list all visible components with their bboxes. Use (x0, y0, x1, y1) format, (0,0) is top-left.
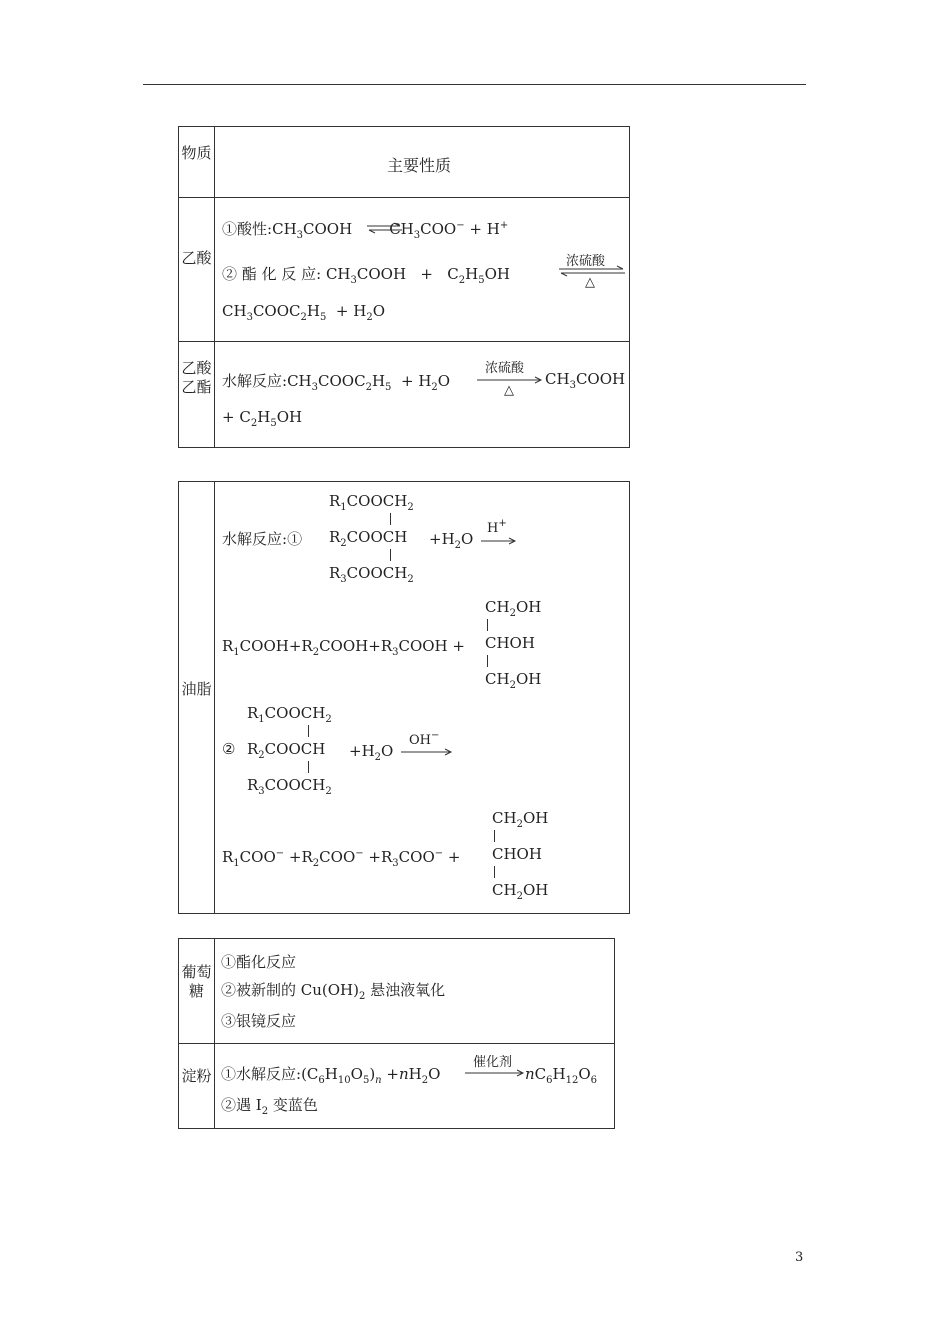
fat-hydrolysis-prefix: 水解反应:① (222, 530, 303, 548)
glycerol-row2: CHOH (485, 634, 535, 652)
glycerol-row3: $CH_2OH$ (492, 881, 549, 902)
page-number: 3 (795, 1250, 804, 1265)
glucose-product: $nC_6H_{12}O_6$ (525, 1065, 598, 1086)
bond-line (308, 761, 309, 773)
column-divider (214, 127, 215, 447)
glycerol-row3: $CH_2OH$ (485, 670, 542, 691)
glyceride-row3: $R_3COOCH_2$ (329, 564, 414, 585)
table-carbohydrates (178, 938, 615, 1129)
bond-line (487, 619, 488, 631)
label-starch: 淀粉 (181, 1067, 212, 1085)
starch-hydrolysis-equation: ①水解反应$:(C_6H_{10}O_5)_n +nH_2O$ (221, 1065, 441, 1086)
glycerol-row1: $CH_2OH$ (492, 809, 549, 830)
esterification-condition-bottom: △ (585, 275, 595, 290)
reaction-arrow (481, 538, 517, 546)
saponification-circle: ② (222, 740, 236, 758)
glyceride-row2: $R_2COOCH$ (329, 528, 408, 549)
glucose-property-1: ①酯化反应 (221, 953, 297, 971)
glycerol-row1: $CH_2OH$ (485, 598, 542, 619)
header-properties: 主要性质 (387, 156, 452, 175)
glyceride-row3: $R_3COOCH_2$ (247, 776, 332, 797)
row-divider (179, 341, 629, 342)
acidity-equation: ①酸性$:CH_3COOH$ $CH_3COO^- + H^+$ (222, 220, 509, 241)
reaction-arrow (401, 749, 453, 757)
row-divider (179, 197, 629, 198)
glyceride-row1: $R_1COOCH_2$ (247, 704, 332, 725)
bond-line (494, 866, 495, 878)
water-term: $+H_2O$ (429, 530, 474, 551)
water-term: $+H_2O$ (349, 742, 394, 763)
header-substance: 物质 (181, 144, 212, 162)
glyceride-row2: $R_2COOCH$ (247, 740, 326, 761)
hydrolysis-condition-bottom: △ (504, 383, 514, 398)
glucose-property-2: ②被新制的 $Cu(OH)_2$ 悬浊液氧化 (221, 981, 446, 1002)
base-catalyst-label: OH− (409, 730, 440, 748)
fatty-acid-products: $R_1COOH+R_2COOH+R_3COOH$ + (222, 637, 465, 658)
starch-property-2: ②遇 $I_2$ 变蓝色 (221, 1096, 318, 1117)
column-divider (214, 482, 215, 913)
bond-line (390, 513, 391, 525)
glycerol-row2: CHOH (492, 845, 542, 863)
column-divider (214, 939, 215, 1128)
table-fats (178, 481, 630, 914)
bond-line (308, 725, 309, 737)
hydrolysis-product-ethanol: + $C_2H_5OH$ (222, 408, 303, 429)
bond-line (487, 655, 488, 667)
label-glucose: 葡萄糖 (181, 963, 212, 1000)
glyceride-row1: $R_1COOCH_2$ (329, 492, 414, 513)
row-divider (179, 1043, 614, 1044)
starch-catalyst-label: 催化剂 (473, 1055, 513, 1070)
esterification-equation: ② 酯 化 反 应: $CH_3COOH$ + $C_2H_5OH$ (222, 265, 510, 286)
hydrolysis-condition-top: 浓硫酸 (485, 361, 525, 376)
ethyl-acetate-hydrolysis-equation: 水解反应$:CH_3COOC_2H_5 + H_2O$ (222, 372, 451, 393)
hydrolysis-product-acid: $CH_3COOH$ (545, 370, 626, 391)
header-rule (143, 84, 806, 85)
carboxylate-products: $R_1COO^- +R_2COO^- +R_3COO^-$ + (222, 848, 461, 869)
label-acetic-acid: 乙酸 (181, 249, 212, 267)
reaction-arrow (465, 1070, 525, 1078)
acid-catalyst-label: H+ (487, 518, 507, 536)
esterification-condition-top: 浓硫酸 (566, 254, 606, 269)
table-acetic-acid (178, 126, 630, 448)
equilibrium-arrow (367, 224, 403, 234)
esterification-products: $CH_3COOC_2H_5 + H_2O$ (222, 302, 386, 323)
label-fats: 油脂 (181, 680, 212, 698)
bond-line (494, 830, 495, 842)
label-ethyl-acetate: 乙酸乙酯 (181, 359, 212, 396)
bond-line (390, 549, 391, 561)
glucose-property-3: ③银镜反应 (221, 1012, 297, 1030)
